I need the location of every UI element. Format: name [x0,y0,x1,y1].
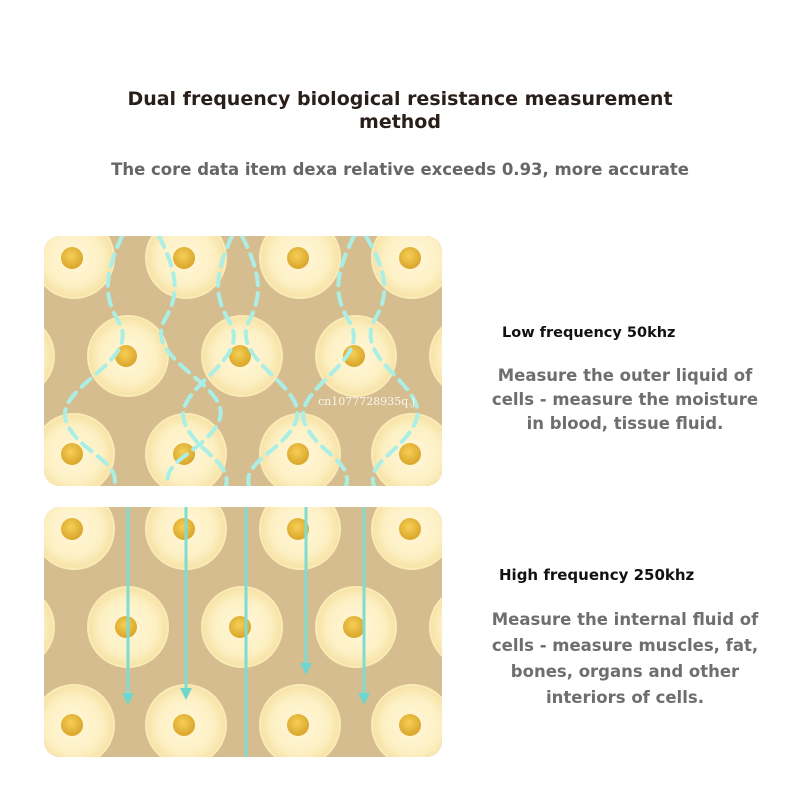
cell-nucleus [61,714,83,736]
cells-illustration-low [44,236,442,486]
cell-nucleus [287,247,309,269]
cell-nucleus [61,443,83,465]
low-frequency-description: Measure the outer liquid of cells - measure the moisture in blood, tissue fluid. [491,366,759,433]
cell-nucleus [173,714,195,736]
high-frequency-heading: High frequency 250khz [499,566,695,584]
cell-nucleus [399,247,421,269]
cell-nucleus [61,518,83,540]
cell-nucleus [399,443,421,465]
cells-illustration-high [44,507,442,757]
low-frequency-heading: Low frequency 50khz [502,325,676,341]
cell-nucleus [61,247,83,269]
low-frequency-illustration [44,236,442,486]
cell-nucleus [173,518,195,540]
page-title: Dual frequency biological resistance measurement method [127,88,673,133]
cell-nucleus [343,616,365,638]
cell-nucleus [229,616,251,638]
cell-nucleus [399,714,421,736]
page-subtitle: The core data item dexa relative exceeds 0.93, more accurate [111,160,689,179]
watermark-text: cn1077728935q.j [318,395,416,408]
high-frequency-description: Measure the internal fluid of cells - measure muscles, fat, bones, organs and other interiors of cells. [491,610,759,707]
cell-nucleus [399,518,421,540]
cell-nucleus [287,714,309,736]
cell-nucleus [115,616,137,638]
cell-nucleus [287,443,309,465]
high-frequency-illustration [44,507,442,757]
cell-nucleus [229,345,251,367]
cell-nucleus [173,247,195,269]
